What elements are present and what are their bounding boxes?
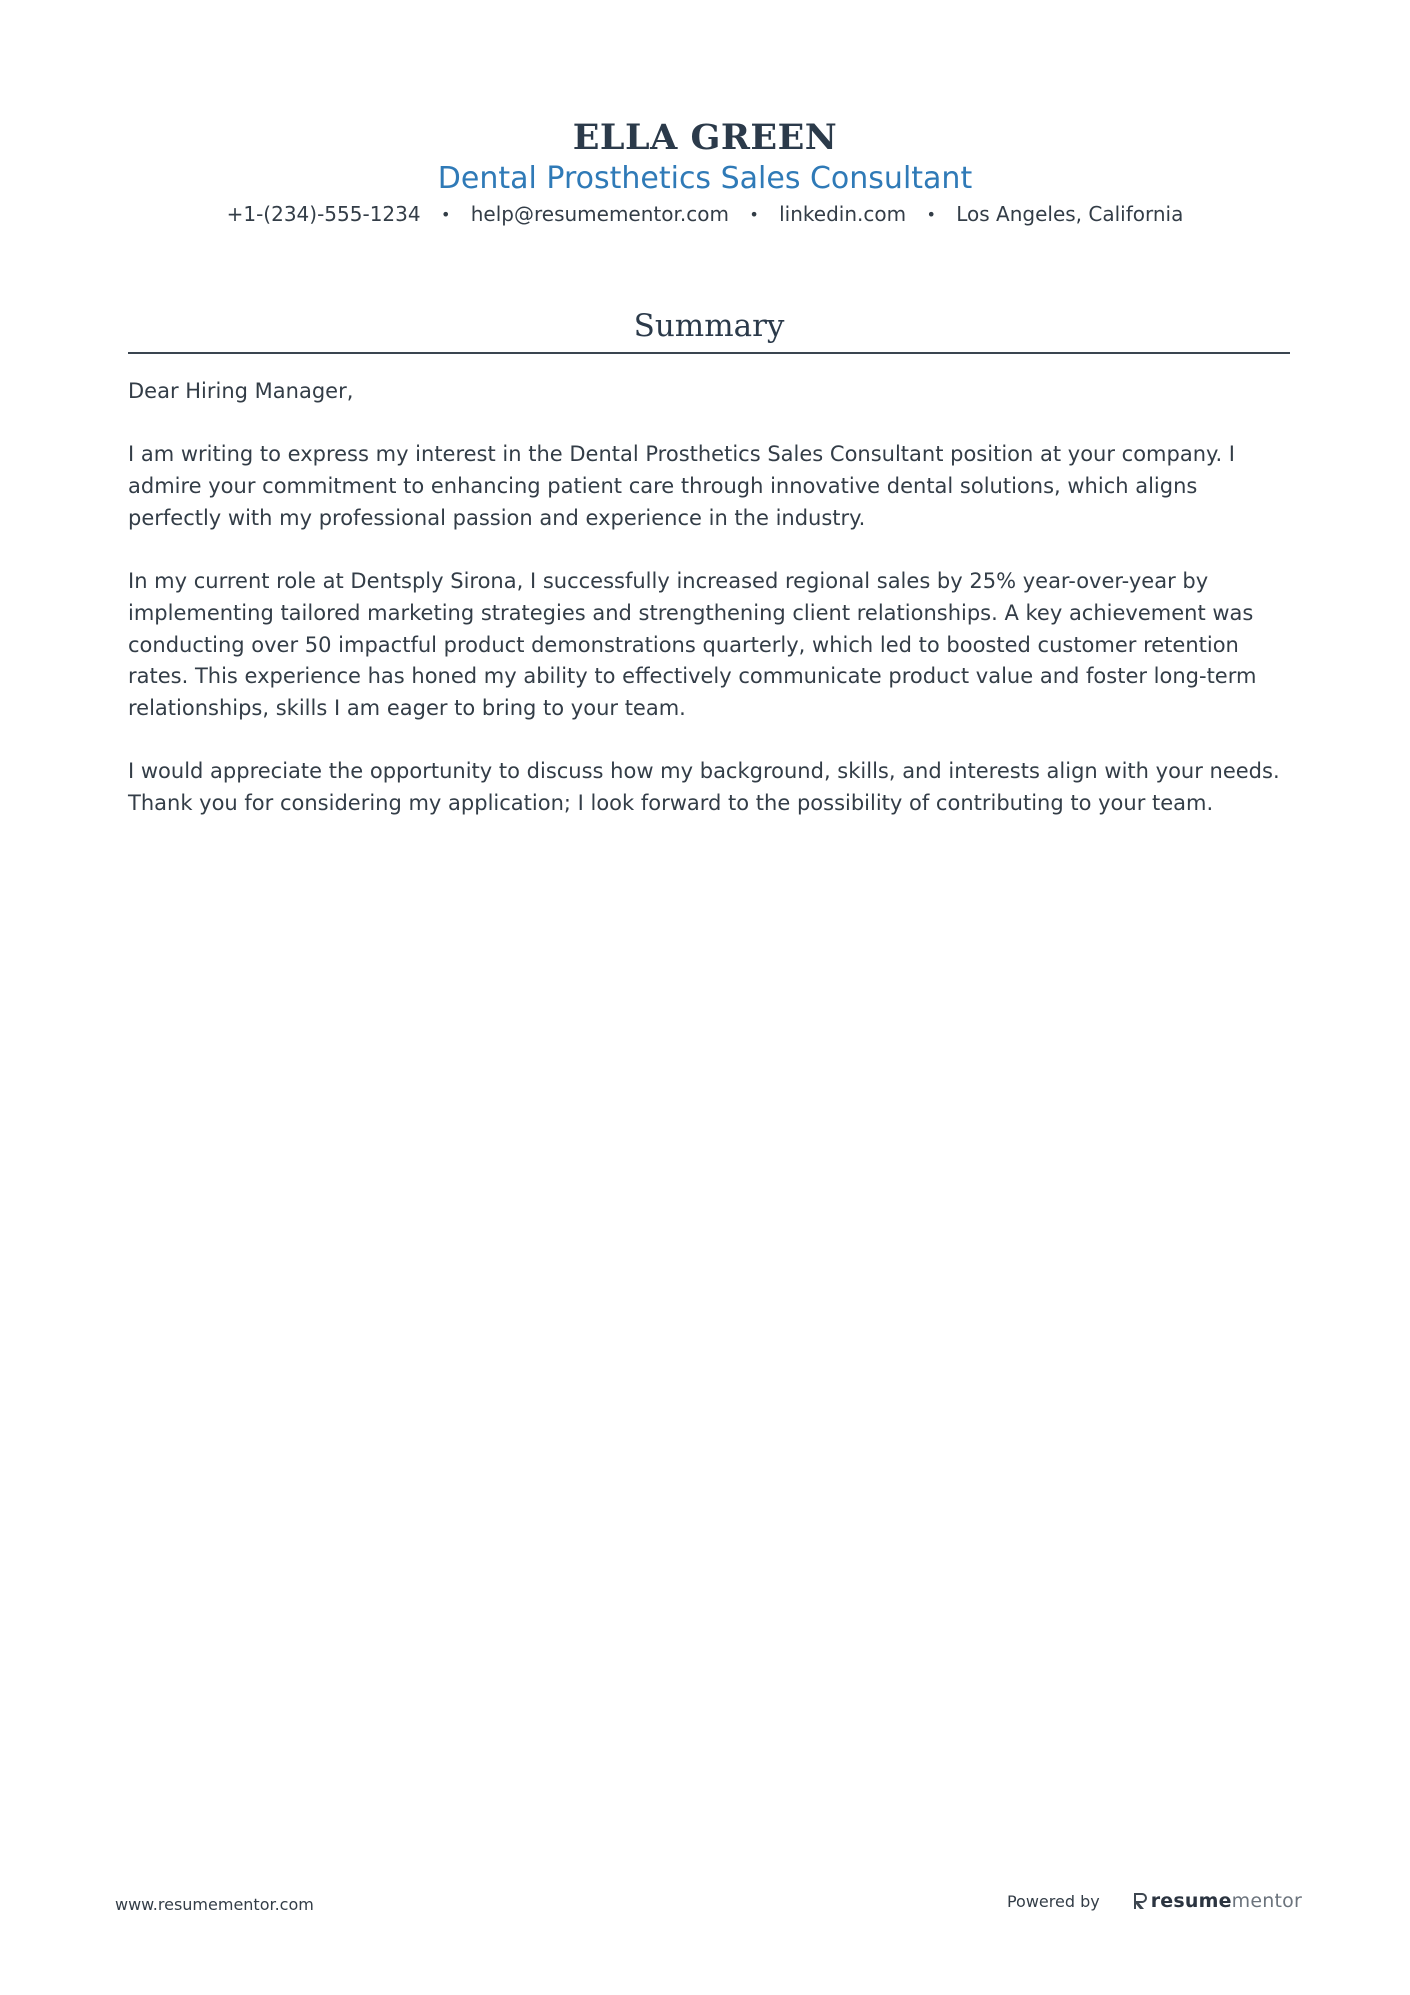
- letter-paragraph: In my current role at Dentsply Sirona, I successfully increased regional sales by 25% year-over-year by implementing tailored marketing strategies and strengthening client relationships. A key achievement was conducting over 50 impactful product demonstrations quarterly, which led to boosted customer retention rates. This experience has honed my ability to effectively communicate product value and foster long-term relationships, skills I am eager to bring to your team.: [128, 569, 1257, 720]
- letter-body: [128, 376, 1290, 820]
- brand-text-light: mentor: [1231, 1890, 1302, 1912]
- brand-text-bold: resume: [1150, 1890, 1232, 1912]
- letter-paragraph: I would appreciate the opportunity to discuss how my background, skills, and interests align with your needs. Thank you for considering my application; I look forward to the possibility of contributing to your team.: [128, 759, 1280, 816]
- brand-logo: [1132, 1890, 1302, 1912]
- resumementor-logo-icon: [1132, 1891, 1148, 1911]
- contact-line: [0, 200, 1410, 229]
- footer-website: www.resumementor.com: [115, 1895, 314, 1914]
- letter-paragraph: I am writing to express my interest in the Dental Prosthetics Sales Consultant position at your company. I admire your commitment to enhancing patient care through innovative dental solutions, which aligns perfectly with my professional passion and experience in the industry.: [128, 442, 1235, 530]
- contact-location: Los Angeles, California: [956, 202, 1184, 226]
- candidate-name: ELLA GREEN: [572, 117, 838, 158]
- summary-section: [128, 306, 1290, 851]
- contact-linkedin: linkedin.com: [779, 202, 907, 226]
- contact-email: help@resumementor.com: [470, 202, 729, 226]
- section-title: Summary: [633, 308, 785, 344]
- resume-header: [0, 116, 1410, 229]
- letter-salutation: Dear Hiring Manager,: [128, 379, 354, 403]
- contact-phone: +1-(234)-555-1234: [226, 202, 421, 226]
- contact-separator: •: [440, 205, 451, 224]
- powered-by-label: Powered by: [1006, 1891, 1100, 1911]
- contact-separator: •: [926, 205, 936, 224]
- contact-separator: •: [749, 205, 759, 224]
- candidate-job-title: Dental Prosthetics Sales Consultant: [437, 161, 973, 196]
- section-divider: [128, 352, 1290, 354]
- footer-branding: [1007, 1890, 1302, 1912]
